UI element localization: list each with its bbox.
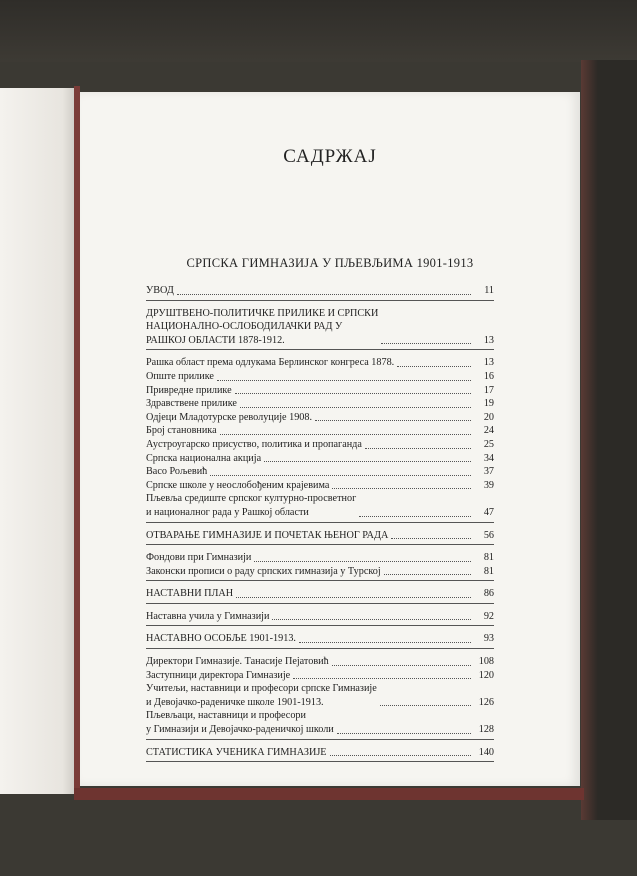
toc-page-number: 47 [483,506,494,518]
toc-page-number: 19 [483,398,494,410]
toc-entry-title: Пљевљаци, наставници и професори у Гимназији и Девојачко-радeничкој школи [146,710,334,736]
toc-entry [146,411,494,425]
toc-entry [146,307,494,351]
toc-entry-title: ОТВАРАЊЕ ГИМНАЗИЈЕ И ПОЧЕТАК ЊЕНОГ РАДА [146,529,389,541]
scan-background-top [0,0,637,62]
toc-entry [146,370,494,384]
toc-page-number: 92 [483,610,494,622]
toc-entry [146,424,494,438]
toc-page-number: 24 [483,425,494,437]
toc-entry-title: Број становника [146,425,217,437]
book-page [80,92,580,786]
toc-leader-dots [236,597,471,598]
toc-page-number: 20 [483,411,494,423]
table-of-contents [146,284,494,768]
toc-page-number: 16 [483,370,494,382]
toc-entry [146,669,494,683]
toc-page-number: 140 [478,746,494,758]
toc-entry [146,452,494,466]
toc-page-number: 17 [483,384,494,396]
toc-entry-title: Привредне прилике [146,384,232,396]
page-title: САДРЖАЈ [283,146,377,167]
toc-page-number: 128 [478,724,494,736]
toc-entry [146,682,494,709]
toc-leader-dots [391,538,471,539]
toc-page-number: 120 [478,669,494,681]
toc-entry-title: Рашка област према одлукама Берлинског конгреса 1878. [146,357,395,369]
toc-leader-dots [397,366,471,367]
toc-entry [146,284,494,301]
toc-leader-dots [332,488,471,489]
book-cover-bottom [74,788,584,800]
toc-leader-dots [359,516,471,517]
toc-leader-dots [220,434,471,435]
toc-leader-dots [254,561,471,562]
toc-page-number: 81 [483,565,494,577]
toc-page-number: 11 [484,285,494,296]
toc-leader-dots [217,380,471,381]
toc-entry-title: Директори Гимназије. Танасије Пејатовић [146,656,329,668]
toc-entry [146,655,494,669]
toc-entry-title: Здравствене прилике [146,398,237,410]
toc-entry [146,438,494,452]
toc-leader-dots [210,475,471,476]
toc-entry-title: НАСТАВНИ ПЛАН [146,588,234,600]
toc-page-number: 39 [483,479,494,491]
toc-entry [146,492,494,522]
toc-entry [146,709,494,739]
toc-page-number: 93 [483,633,494,645]
toc-entry-title: Одјеци Младотурске револуције 1908. [146,411,313,423]
toc-leader-dots [384,574,471,575]
toc-entry-title: Учитељи, наставници и професори српске Гимназије и Девојачко-радeничке школе 1901-1913. [146,683,377,708]
toc-page-number: 34 [483,452,494,464]
toc-page-number: 25 [483,438,494,450]
toc-entry-title: Пљевља средиште српског културно-просветног и националног рада у Рашкој области [146,493,357,518]
toc-leader-dots [365,448,471,449]
toc-leader-dots [264,461,471,462]
scan-background-right [581,60,637,820]
toc-entry [146,529,494,546]
toc-entry-title: УВОД [146,285,174,296]
toc-entry-title: Наставна учила у Гимназији [146,610,270,622]
toc-entry-title: Фондови при Гимназији [146,552,252,564]
toc-page-number: 81 [483,552,494,564]
toc-entry [146,610,494,627]
toc-entry [146,384,494,398]
toc-leader-dots [315,420,471,421]
toc-entry [146,565,494,582]
toc-entry [146,356,494,370]
toc-leader-dots [381,343,471,344]
toc-entry [146,397,494,411]
toc-page-number: 86 [483,588,494,600]
toc-entry-title: СТАТИСТИКА УЧЕНИКА ГИМНАЗИЈЕ [146,746,327,758]
toc-leader-dots [240,407,471,408]
toc-leader-dots [272,619,471,620]
section-title: СРПСКА ГИМНАЗИЈА У ПЉЕВЉИМА 1901-1913 [186,256,474,270]
toc-leader-dots [337,733,471,734]
toc-page-number: 126 [478,696,494,708]
toc-entry-title: Српске школе у неослобођеним крајевима [146,479,330,491]
toc-page-number: 56 [483,529,494,541]
toc-entry-title: Законски прописи о раду српских гимназија у Турској [146,565,381,577]
toc-page-number: 108 [478,656,494,668]
toc-leader-dots [330,755,471,756]
toc-entry [146,465,494,479]
toc-page-number: 37 [483,466,494,478]
toc-entry-title: Српска национална акција [146,452,262,464]
toc-entry-title: ДРУШТВЕНО-ПОЛИТИЧКЕ ПРИЛИКЕ И СРПСКИ НАЦИОНАЛНО-ОСЛОБОДИЛАЧКИ РАД У РАШКОЈ ОБЛАСТИ 1878-1912. [146,307,379,346]
toc-entry [146,632,494,649]
toc-entry-title: Васо Рољевић [146,466,208,478]
toc-page-number: 13 [483,334,494,346]
toc-entry-title: Опште прилике [146,370,214,382]
toc-entry [146,587,494,604]
toc-entry-title: Аустроугарско присуство, политика и пропаганда [146,438,362,450]
toc-entry-title: НАСТАВНО ОСОБЉЕ 1901-1913. [146,633,296,645]
toc-leader-dots [299,642,471,643]
toc-leader-dots [332,665,471,666]
toc-entry [146,551,494,565]
toc-leader-dots [380,705,471,706]
toc-leader-dots [177,294,471,295]
toc-page-number: 13 [483,357,494,369]
toc-leader-dots [235,393,471,394]
book-previous-page-edge [0,88,78,794]
toc-entry [146,746,494,763]
toc-entry [146,479,494,493]
toc-entry-title: Заступници директора Гимназије [146,669,291,681]
toc-leader-dots [293,678,471,679]
